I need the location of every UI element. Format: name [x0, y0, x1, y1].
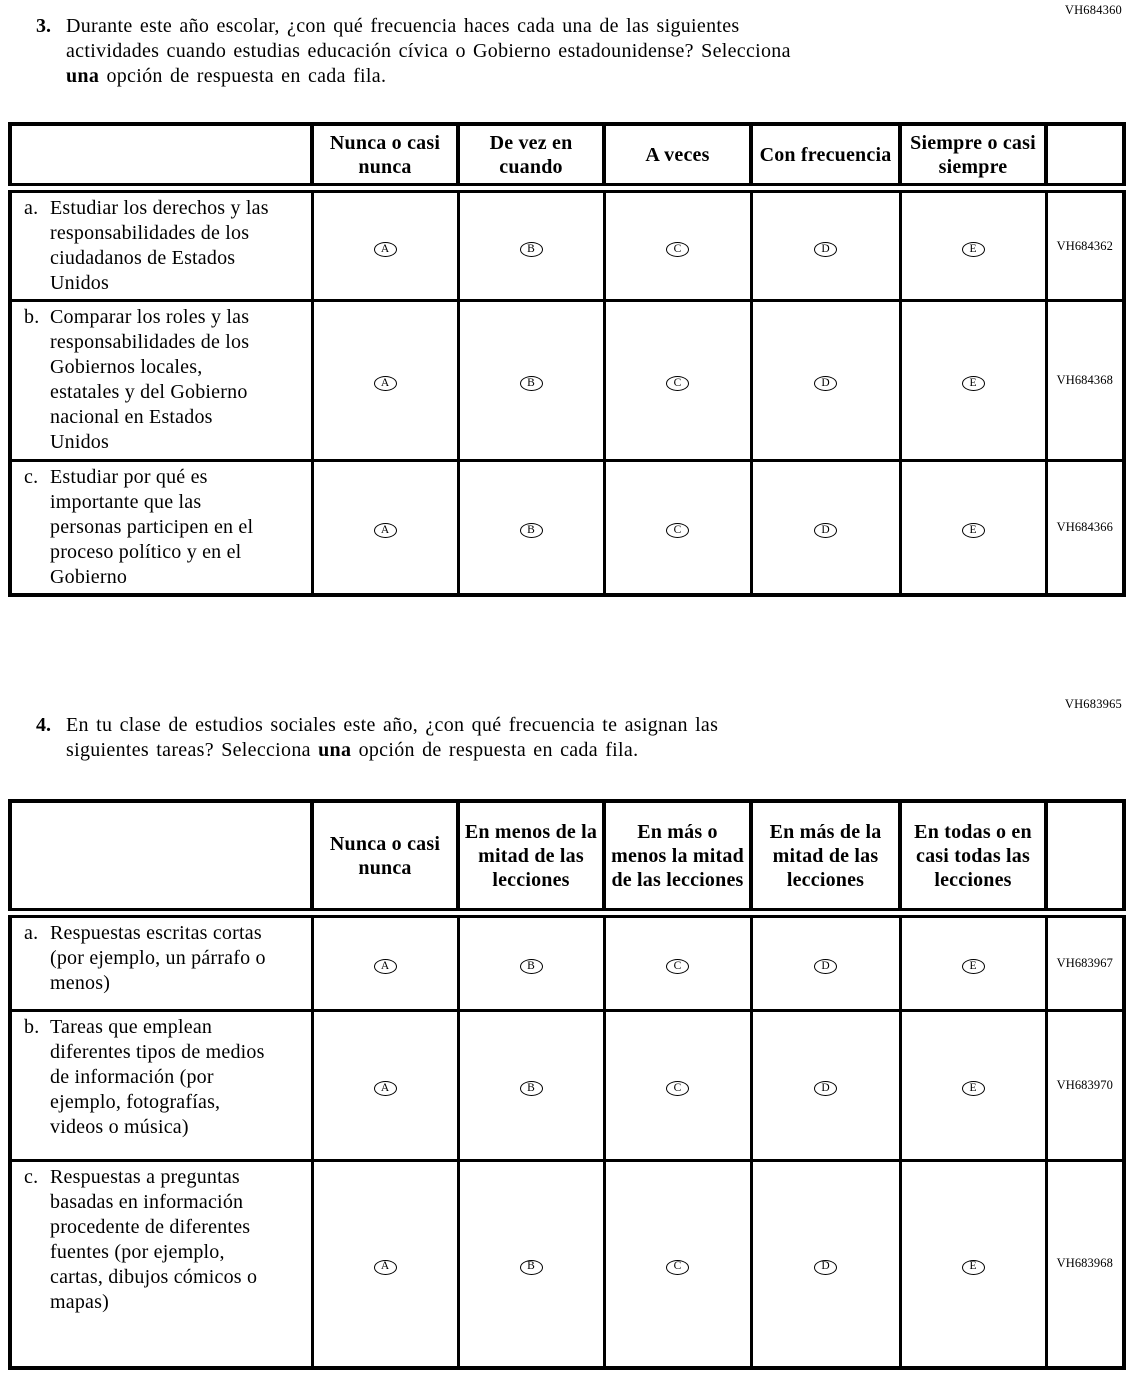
item-statement-cell: [10, 1010, 312, 1160]
option-cell: [900, 301, 1046, 461]
item-code: VH683967: [1046, 913, 1124, 1010]
item-statement-cell: [10, 461, 312, 596]
option-bubble-e[interactable]: E: [962, 1081, 985, 1096]
header-row: [10, 124, 1124, 188]
option-bubble-d[interactable]: D: [814, 959, 837, 974]
column-header: Con frecuencia: [751, 124, 900, 188]
header-row: [10, 801, 1124, 913]
option-bubble-d[interactable]: D: [814, 1260, 837, 1275]
column-header: Nunca o casi nunca: [312, 124, 458, 188]
item-text: Estudiar por qué es importante que las personas participen en el proceso político y en el Gobierno: [50, 466, 254, 588]
item-row: [10, 1160, 1124, 1368]
header-code-cell: [1046, 124, 1124, 188]
item-code: VH684362: [1046, 188, 1124, 301]
question4-text: [66, 713, 718, 763]
item-letter: c.: [24, 466, 39, 488]
question-text-line: [66, 64, 791, 89]
option-bubble-e[interactable]: E: [962, 242, 985, 257]
item-letter: c.: [24, 1165, 39, 1188]
item-text: Comparar los roles y las responsabilidades de los Gobiernos locales, estatales y del Gobierno nacional en Estados Unidos: [50, 306, 250, 453]
question3-text: [66, 14, 791, 89]
option-cell: [458, 461, 604, 596]
option-cell: [312, 1010, 458, 1160]
option-bubble-b[interactable]: B: [520, 1260, 543, 1275]
emphasis-text: una: [66, 65, 100, 87]
header-code-cell: [1046, 801, 1124, 913]
option-cell: [458, 913, 604, 1010]
option-cell: [900, 461, 1046, 596]
option-cell: [458, 301, 604, 461]
text-segment: siguientes tareas? Selecciona: [66, 739, 319, 761]
option-bubble-b[interactable]: B: [520, 1081, 543, 1096]
column-header: Nunca o casi nunca: [312, 801, 458, 913]
text-segment: En tu clase de estudios sociales este año, ¿con qué frecuencia te asignan las: [66, 714, 719, 736]
question3-accession-code: VH684360: [1064, 3, 1122, 17]
item-row: [10, 461, 1124, 596]
column-header: En más o menos la mitad de las lecciones: [604, 801, 751, 913]
option-bubble-d[interactable]: D: [814, 376, 837, 391]
item-text: Respuestas escritas cortas (por ejemplo, un párrafo o menos): [50, 922, 266, 994]
option-cell: [604, 301, 751, 461]
question-text-line: [66, 14, 791, 39]
question3-number: 3.: [36, 15, 51, 37]
option-cell: [604, 1010, 751, 1160]
column-header: A veces: [604, 124, 751, 188]
text-segment: actividades cuando estudias educación cívica o Gobierno estadounidense? Selecciona: [66, 40, 791, 62]
option-cell: [458, 1010, 604, 1160]
text-segment: opción de respuesta en cada fila.: [351, 739, 639, 761]
option-bubble-c[interactable]: C: [666, 1260, 689, 1275]
option-cell: [604, 461, 751, 596]
header-empty-cell: [10, 801, 312, 913]
item-code: VH683968: [1046, 1160, 1124, 1368]
question4-number: 4.: [36, 714, 51, 736]
option-bubble-c[interactable]: C: [666, 523, 689, 538]
item-letter: a.: [24, 197, 39, 219]
option-bubble-c[interactable]: C: [666, 1081, 689, 1096]
question-3: [36, 14, 791, 89]
emphasis-text: una: [318, 739, 352, 761]
option-bubble-a[interactable]: A: [374, 242, 397, 257]
item-row: [10, 188, 1124, 301]
option-bubble-a[interactable]: A: [374, 376, 397, 391]
option-cell: [312, 188, 458, 301]
item-statement-cell: [10, 301, 312, 461]
item-row: [10, 301, 1124, 461]
option-bubble-b[interactable]: B: [520, 242, 543, 257]
option-cell: [900, 913, 1046, 1010]
option-cell: [751, 913, 900, 1010]
option-bubble-d[interactable]: D: [814, 242, 837, 257]
item-code: VH684366: [1046, 461, 1124, 596]
option-cell: [312, 461, 458, 596]
item-statement: [12, 921, 311, 996]
item-statement: [12, 1165, 311, 1315]
option-cell: [312, 1160, 458, 1368]
option-cell: [458, 1160, 604, 1368]
item-code: VH683970: [1046, 1010, 1124, 1160]
option-bubble-d[interactable]: D: [814, 523, 837, 538]
option-cell: [604, 1160, 751, 1368]
option-cell: [312, 913, 458, 1010]
question-text-line: [66, 738, 718, 763]
item-letter: a.: [24, 922, 39, 944]
option-cell: [604, 188, 751, 301]
option-cell: [900, 188, 1046, 301]
option-bubble-a[interactable]: A: [374, 1081, 397, 1096]
option-bubble-c[interactable]: C: [666, 959, 689, 974]
question-text-line: [66, 39, 791, 64]
column-header: De vez en cuando: [458, 124, 604, 188]
item-statement: [12, 1015, 311, 1140]
option-bubble-b[interactable]: B: [520, 959, 543, 974]
option-bubble-b[interactable]: B: [520, 376, 543, 391]
column-header: En menos de la mitad de las lecciones: [458, 801, 604, 913]
item-letter: b.: [24, 1015, 40, 1038]
item-text: Tareas que emplean diferentes tipos de medios de información (por ejemplo, fotografías, videos o música): [50, 1015, 265, 1138]
column-header: En todas o en casi todas las lecciones: [900, 801, 1046, 913]
option-cell: [751, 1010, 900, 1160]
option-cell: [900, 1010, 1046, 1160]
item-statement-cell: [10, 913, 312, 1010]
option-bubble-e[interactable]: E: [962, 523, 985, 538]
question-text-line: [66, 713, 718, 738]
item-statement: [12, 305, 311, 455]
question3-response-table: [8, 122, 1126, 597]
item-statement-cell: [10, 1160, 312, 1368]
option-bubble-a[interactable]: A: [374, 959, 397, 974]
option-cell: [751, 1160, 900, 1368]
option-bubble-a[interactable]: A: [374, 1260, 397, 1275]
option-cell: [900, 1160, 1046, 1368]
text-segment: Durante este año escolar, ¿con qué frecuencia haces cada una de las siguientes: [66, 15, 740, 37]
option-cell: [751, 301, 900, 461]
option-bubble-e[interactable]: E: [962, 1260, 985, 1275]
item-text: Respuestas a preguntas basadas en información procedente de diferentes fuentes (por ejemplo, cartas, dibujos cómicos o mapas): [50, 1165, 258, 1313]
option-bubble-d[interactable]: D: [814, 1081, 837, 1096]
item-text: Estudiar los derechos y las responsabilidades de los ciudadanos de Estados Unidos: [50, 197, 269, 294]
option-cell: [458, 188, 604, 301]
option-bubble-a[interactable]: A: [374, 523, 397, 538]
item-code: VH684368: [1046, 301, 1124, 461]
option-bubble-c[interactable]: C: [666, 242, 689, 257]
column-header: En más de la mitad de las lecciones: [751, 801, 900, 913]
column-header: Siempre o casi siempre: [900, 124, 1046, 188]
option-bubble-e[interactable]: E: [962, 959, 985, 974]
option-bubble-e[interactable]: E: [962, 376, 985, 391]
option-bubble-c[interactable]: C: [666, 376, 689, 391]
option-cell: [312, 301, 458, 461]
option-cell: [751, 188, 900, 301]
item-statement-cell: [10, 188, 312, 301]
text-segment: opción de respuesta en cada fila.: [99, 65, 387, 87]
item-statement: [12, 196, 311, 296]
option-cell: [604, 913, 751, 1010]
question4-accession-code: VH683965: [1064, 697, 1122, 711]
question4-response-table: [8, 799, 1126, 1370]
item-row: [10, 1010, 1124, 1160]
option-bubble-b[interactable]: B: [520, 523, 543, 538]
question-4: [36, 713, 718, 763]
item-statement: [12, 465, 311, 590]
item-row: [10, 913, 1124, 1010]
header-empty-cell: [10, 124, 312, 188]
item-letter: b.: [24, 306, 40, 328]
option-cell: [751, 461, 900, 596]
